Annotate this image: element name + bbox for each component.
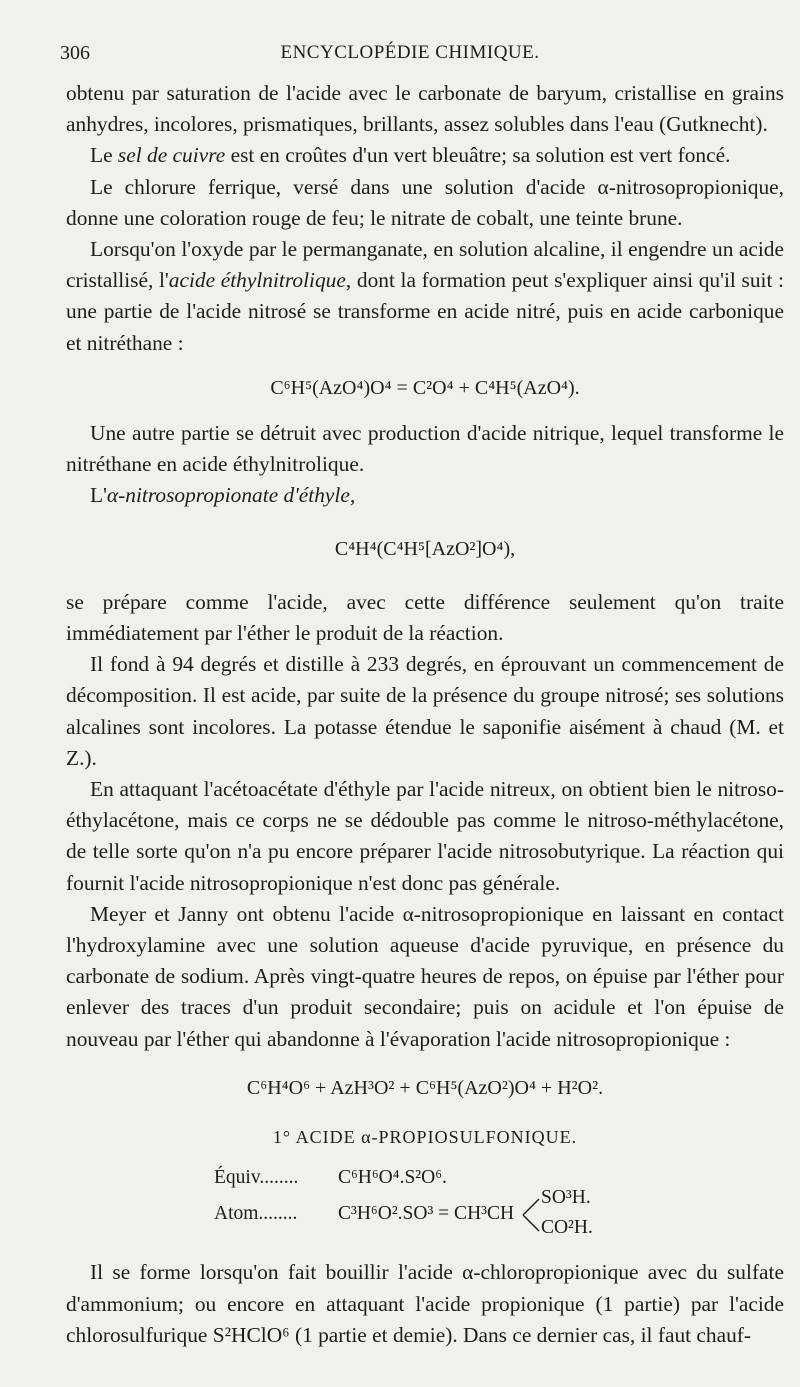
paragraph <box>66 140 784 171</box>
branch-top: SO³H. <box>540 1187 591 1209</box>
paragraph: obtenu par saturation de l'acide avec le carbonate de baryum, cristallise en grains anhydres, incolores, prismatiques, brillants, assez solubles dans l'eau (Gutknecht). <box>66 81 784 137</box>
paragraph: Meyer et Janny ont obtenu l'acide α-nitrosopropionique en laissant en contact l'hydroxylamine avec une solution aqueuse d'acide pyruvique, en présence du carbonate de sodium. Après vingt-quatre heures de repos, on épuise par l'éther pour enlever des traces d'un produit secondaire; puis on acidule et l'on épuise de nouveau par l'éther qui abandonne à l'évaporation l'acide nitrosopropionique : <box>66 901 784 1051</box>
formula: C⁶H⁵(AzO⁴)O⁴ = C²O⁴ + C⁴H⁵(AzO⁴). <box>270 376 580 399</box>
atom-label: Atom........ <box>214 1203 298 1225</box>
atom-row <box>66 1187 784 1251</box>
paragraph: Il fond à 94 degrés et distille à 233 degrés, en éprouvant un commencement de décomposition. Il est acide, par suite de la présence du groupe nitrosé; ses solutions alcalines sont incolores. La potasse étendue le saponifie aisément à chaud (M. et Z.). <box>66 652 784 770</box>
paragraph: Le chlorure ferrique, versé dans une solution d'acide α-nitrosopropionique, donne une coloration rouge de feu; le nitrate de cobalt, une teinte brune. <box>66 174 784 230</box>
formula: C⁴H⁴(C⁴H⁵[AzO²]O⁴), <box>334 537 516 560</box>
page-number: 306 <box>60 42 90 64</box>
italic-term: acide éthylnitrolique <box>168 268 346 293</box>
page-header <box>60 42 760 72</box>
running-title: ENCYCLOPÉDIE CHIMIQUE. <box>280 42 540 63</box>
equiv-label: Équiv........ <box>214 1167 299 1189</box>
atom-value <box>338 1187 649 1259</box>
branch-bracket-icon <box>519 1193 543 1239</box>
equiv-value: C⁶H⁶O⁴.S²O⁶. <box>338 1167 447 1189</box>
paragraph <box>66 480 784 511</box>
italic-term: α-nitrosopropionate d'éthyle, <box>106 483 356 508</box>
text-run: Le <box>90 143 118 168</box>
text-run: , dont la formation peut s'expliquer ainsi qu'il suit : une partie de l'acide nitrosé se transforme en acide nitré, puis en acide carbonique et nitréthane : <box>66 268 784 355</box>
text-run: est en croûtes d'un vert bleuâtre; sa solution est vert foncé. <box>225 143 731 168</box>
text-run: Lorsqu'on l'oxyde par le permanganate, en solution alcaline, il engendre un acide cristallisé, l' <box>66 237 784 293</box>
paragraph: En attaquant l'acétoacétate d'éthyle par l'acide nitreux, on obtient bien le nitroso-éthylacétone, mais ce corps ne se dédouble pas comme le nitroso-méthylacétone, de telle sorte qu'on n'a pu encore préparer l'acide nitrosobutyrique. La réaction qui fournit l'acide nitrosopropionique n'est donc pas générale. <box>66 777 784 895</box>
italic-term: sel de cuivre <box>117 143 226 168</box>
section-heading: 1° ACIDE α-PROPIOSULFONIQUE. <box>272 1127 578 1148</box>
text-run: L' <box>90 483 107 508</box>
paragraph: Il se forme lorsqu'on fait bouillir l'acide α-chloropropionique avec du sulfate d'ammonium; ou encore en attaquant l'acide propionique (1 partie) par l'acide chlorosulfurique S²HClO⁶ (1 partie et demie). Dans ce dernier cas, il faut chauf- <box>66 1260 784 1347</box>
branch-structure <box>519 1187 649 1259</box>
paragraph: Une autre partie se détruit avec production d'acide nitrique, lequel transforme le nitréthane en acide éthylnitrolique. <box>66 421 784 477</box>
branch-bottom: CO²H. <box>540 1217 593 1239</box>
formula: C⁶H⁴O⁶ + AzH³O² + C⁶H⁵(AzO²)O⁴ + H²O². <box>246 1076 604 1099</box>
equiv-row <box>66 1163 784 1193</box>
paragraph: se prépare comme l'acide, avec cette différence seulement qu'on traite immédiatement par l'éther le produit de la réaction. <box>66 589 784 646</box>
paragraph <box>66 234 784 359</box>
atom-formula: C³H⁶O².SO³ = CH³CH <box>338 1203 515 1225</box>
body-text <box>66 78 784 1351</box>
